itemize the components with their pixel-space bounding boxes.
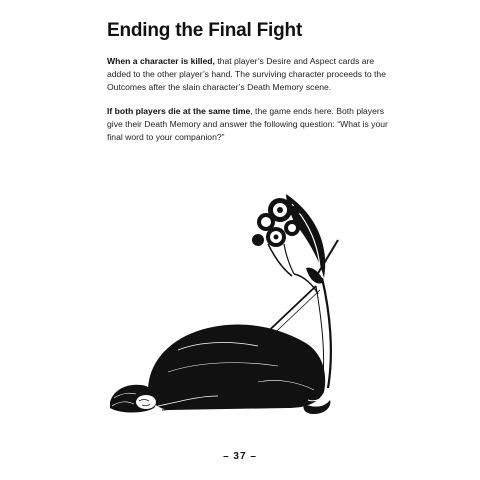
page-number: – 37 – [223, 451, 257, 462]
paragraph-lead: If both players die at the same time [107, 106, 251, 116]
paragraph-both-die [107, 105, 397, 144]
page-title: Ending the Final Fight [107, 20, 303, 41]
floral-crown [252, 198, 301, 276]
cloaked-body [148, 324, 325, 410]
paragraph-body: , the game ends here. Both players give their Death Memory and answer the following question: “What is your final word to your companion?” [107, 106, 388, 142]
fallen-head [110, 385, 157, 413]
illustration-fallen-figure [108, 182, 370, 422]
paragraph-character-killed [107, 55, 397, 94]
paragraph-body: that player’s Desire and Aspect cards are added to the other player’s hand. The surviving character proceeds to the Outcomes after the slain character’s Death Memory scene. [107, 56, 386, 92]
paragraph-lead: When a character is killed, [107, 56, 215, 66]
